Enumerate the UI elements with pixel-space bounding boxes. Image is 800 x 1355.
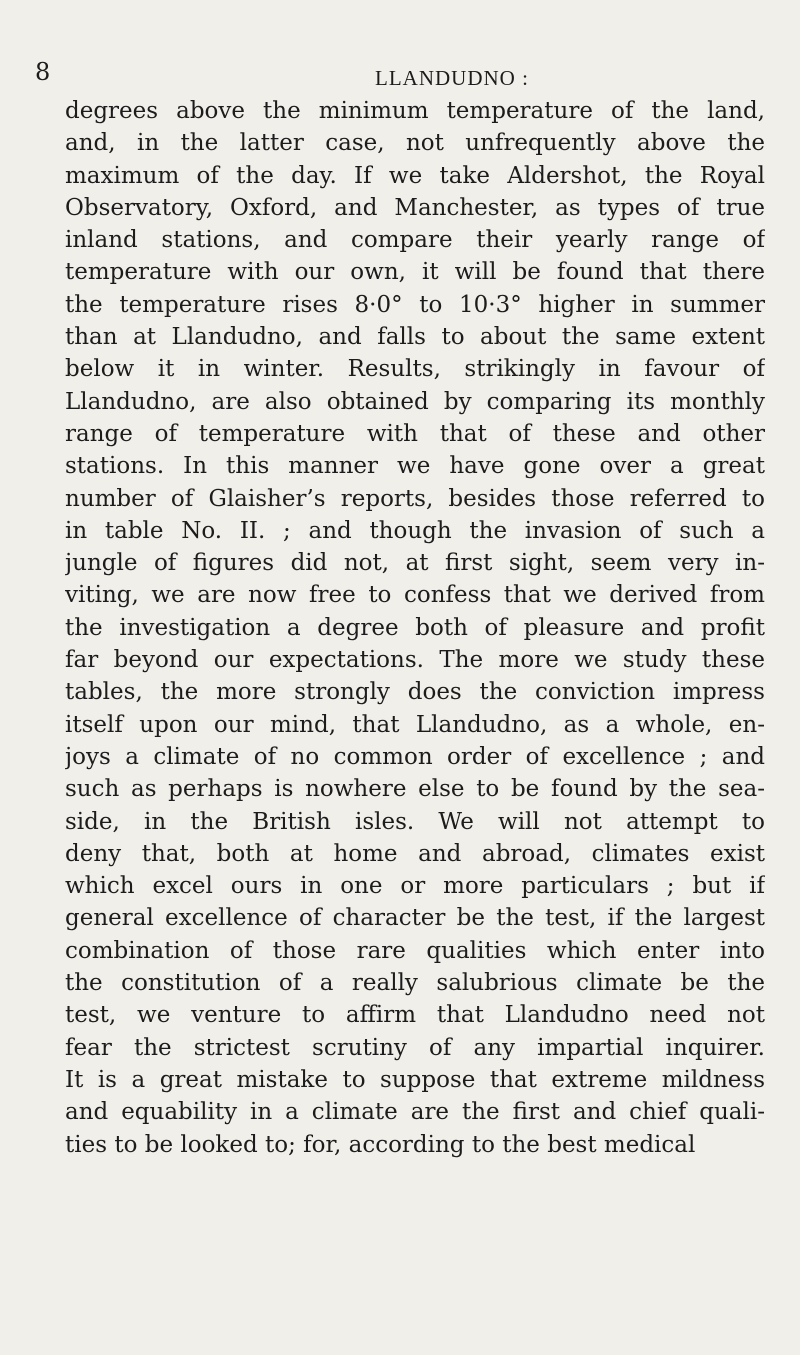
text-line: Observatory, Oxford, and Manchester, as types of true (65, 194, 765, 221)
text-line: ties to be looked to; for, according to the best medical (65, 1131, 696, 1158)
text-line: Llandudno, are also obtained by comparing its monthly (65, 388, 765, 415)
text-line: general excellence of character be the test, if the largest (65, 905, 765, 932)
text-line: stations. In this manner we have gone over a great (65, 453, 765, 480)
text-line: inland stations, and compare their yearly range of (65, 227, 765, 254)
running-head: LLANDUDNO : (375, 66, 529, 90)
text-line: range of temperature with that of these and other (65, 420, 765, 447)
text-line: viting, we are now free to confess that we derived from (65, 582, 765, 609)
body-paragraph (65, 95, 765, 1161)
page-number: 8 (35, 58, 51, 86)
text-line: number of Glaisher’s reports, besides those referred to (65, 485, 765, 512)
text-line: below it in winter. Results, strikingly in favour of (65, 356, 765, 383)
text-line: fear the strictest scrutiny of any impartial inquirer. (65, 1034, 765, 1061)
text-line: It is a great mistake to suppose that extreme mildness (65, 1066, 765, 1093)
text-line: joys a climate of no common order of excellence ; and (65, 743, 765, 770)
text-line: the constitution of a really salubrious climate be the (65, 970, 765, 997)
text-line: test, we venture to affirm that Llandudno need not (65, 1002, 765, 1029)
text-line: the temperature rises 8·0° to 10·3° higher in summer (65, 291, 765, 318)
text-line: which excel ours in one or more particulars ; but if (65, 873, 765, 900)
text-line: tables, the more strongly does the conviction impress (65, 679, 765, 706)
text-line: than at Llandudno, and falls to about the same extent (65, 324, 765, 351)
text-line: degrees above the minimum temperature of the land, (65, 98, 765, 124)
text-line: such as perhaps is nowhere else to be found by the sea- (65, 776, 765, 803)
text-line: in table No. II. ; and though the invasion of such a (65, 517, 765, 544)
text-line: combination of those rare qualities which enter into (65, 937, 765, 964)
text-line: maximum of the day. If we take Aldershot, the Royal (65, 162, 765, 189)
text-line: and, in the latter case, not unfrequently above the (65, 130, 765, 157)
text-line: far beyond our expectations. The more we study these (65, 647, 765, 674)
text-line: itself upon our mind, that Llandudno, as a whole, en- (65, 711, 765, 738)
text-line: the investigation a degree both of pleasure and profit (65, 614, 765, 641)
text-line: jungle of figures did not, at first sight, seem very in- (65, 550, 765, 577)
text-line: deny that, both at home and abroad, climates exist (65, 840, 765, 867)
text-line: and equability in a climate are the first and chief quali- (65, 1099, 765, 1126)
text-line: temperature with our own, it will be found that there (65, 259, 765, 286)
text-line: side, in the British isles. We will not attempt to (65, 808, 765, 835)
